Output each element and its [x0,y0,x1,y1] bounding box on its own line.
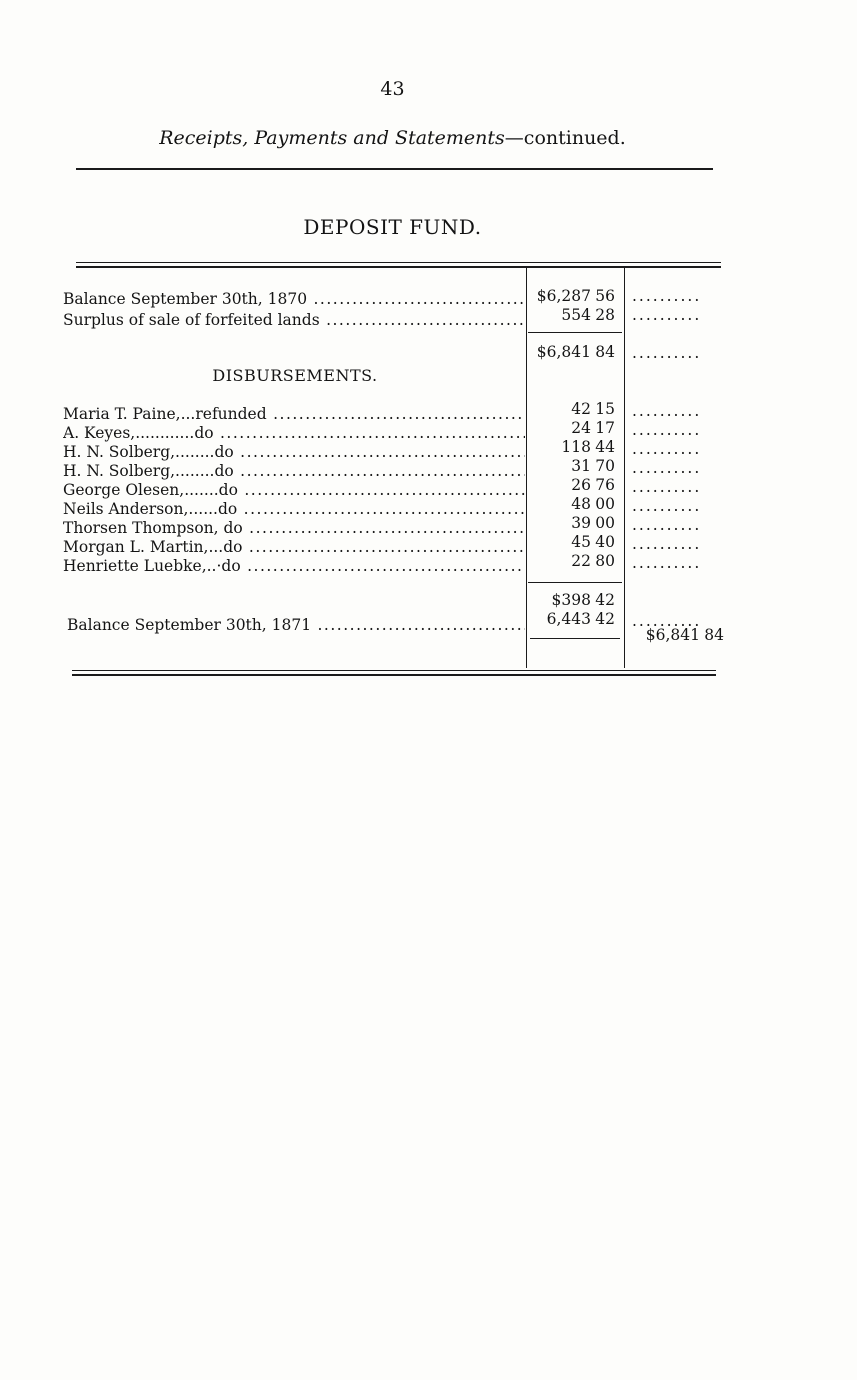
disbursement-label: Morgan L. Martin,...do ..... [63,538,525,556]
disbursement-col3: .......... [632,440,702,458]
disbursements-sum-rule [528,582,622,583]
disbursement-amount: 24 17 [571,419,615,437]
disbursement-label: H. N. Solberg,........do ..... [63,462,525,480]
closing-balance-amount: 6,443 42 [546,610,615,628]
disbursement-col3: .......... [632,535,702,553]
disbursement-amount: 48 00 [571,495,615,513]
disbursement-label: Thorsen Thompson, do ..... [63,519,525,537]
receipts-sum-rule [528,332,622,333]
disbursement-col3: .......... [632,478,702,496]
disbursement-col3: .......... [632,516,702,534]
disbursement-amount: 118 44 [561,438,615,456]
disbursement-label: George Olesen,.......do ..... [63,481,525,499]
disbursement-label: Neils Anderson,......do ..... [63,500,525,518]
disbursement-amount: 39 00 [571,514,615,532]
disbursement-amount: 31 70 [571,457,615,475]
column-divider-right [624,268,625,668]
receipt-label-0: Balance September 30th, 1870 ..... [63,290,525,308]
closing-sum-rule [530,638,620,639]
table-bottom-rule-outer [72,674,716,676]
running-head-continued: —continued. [504,127,626,149]
disbursement-label: H. N. Solberg,........do ..... [63,443,525,461]
table-bottom-rule [72,670,716,671]
table-top-rule [76,262,721,263]
disbursement-amount: 45 40 [571,533,615,551]
receipts-total-col3: .......... [632,344,702,362]
running-head-italic: Receipts, Payments and Statements [159,127,505,149]
receipts-total: $6,841 84 [536,343,615,361]
header-rule [76,168,713,170]
disbursement-col3: .......... [632,421,702,439]
section-title: DEPOSIT FUND. [303,215,482,239]
running-head [0,127,785,149]
closing-balance-label: Balance September 30th, 1871 ..... [67,616,525,634]
receipt-amount-0: $6,287 56 [536,287,615,305]
disbursement-label: Henriette Luebke,..·do ..... [63,557,525,575]
disbursement-amount: 22 80 [571,552,615,570]
disbursement-label: Maria T. Paine,...refunded ..... [63,405,525,423]
disbursement-col3: .......... [632,402,702,420]
receipt-col3-1: .......... [632,306,702,324]
disbursements-total: $398 42 [551,591,615,609]
disbursement-amount: 26 76 [571,476,615,494]
disbursement-amount: 42 15 [571,400,615,418]
page-number: 43 [380,78,405,100]
disbursement-col3: .......... [632,497,702,515]
receipt-label-1: Surplus of sale of forfeited lands ..... [63,311,525,329]
receipt-amount-1: 554 28 [561,306,615,324]
receipt-col3-0: .......... [632,287,702,305]
disbursements-heading: DISBURSEMENTS. [212,366,378,385]
disbursement-col3: .......... [632,459,702,477]
disbursement-col3: .......... [632,554,702,572]
closing-balance-col3: .......... [632,612,702,630]
grand-total: $6,841 84 [645,626,724,644]
disbursement-label: A. Keyes,............do ..... [63,424,525,442]
